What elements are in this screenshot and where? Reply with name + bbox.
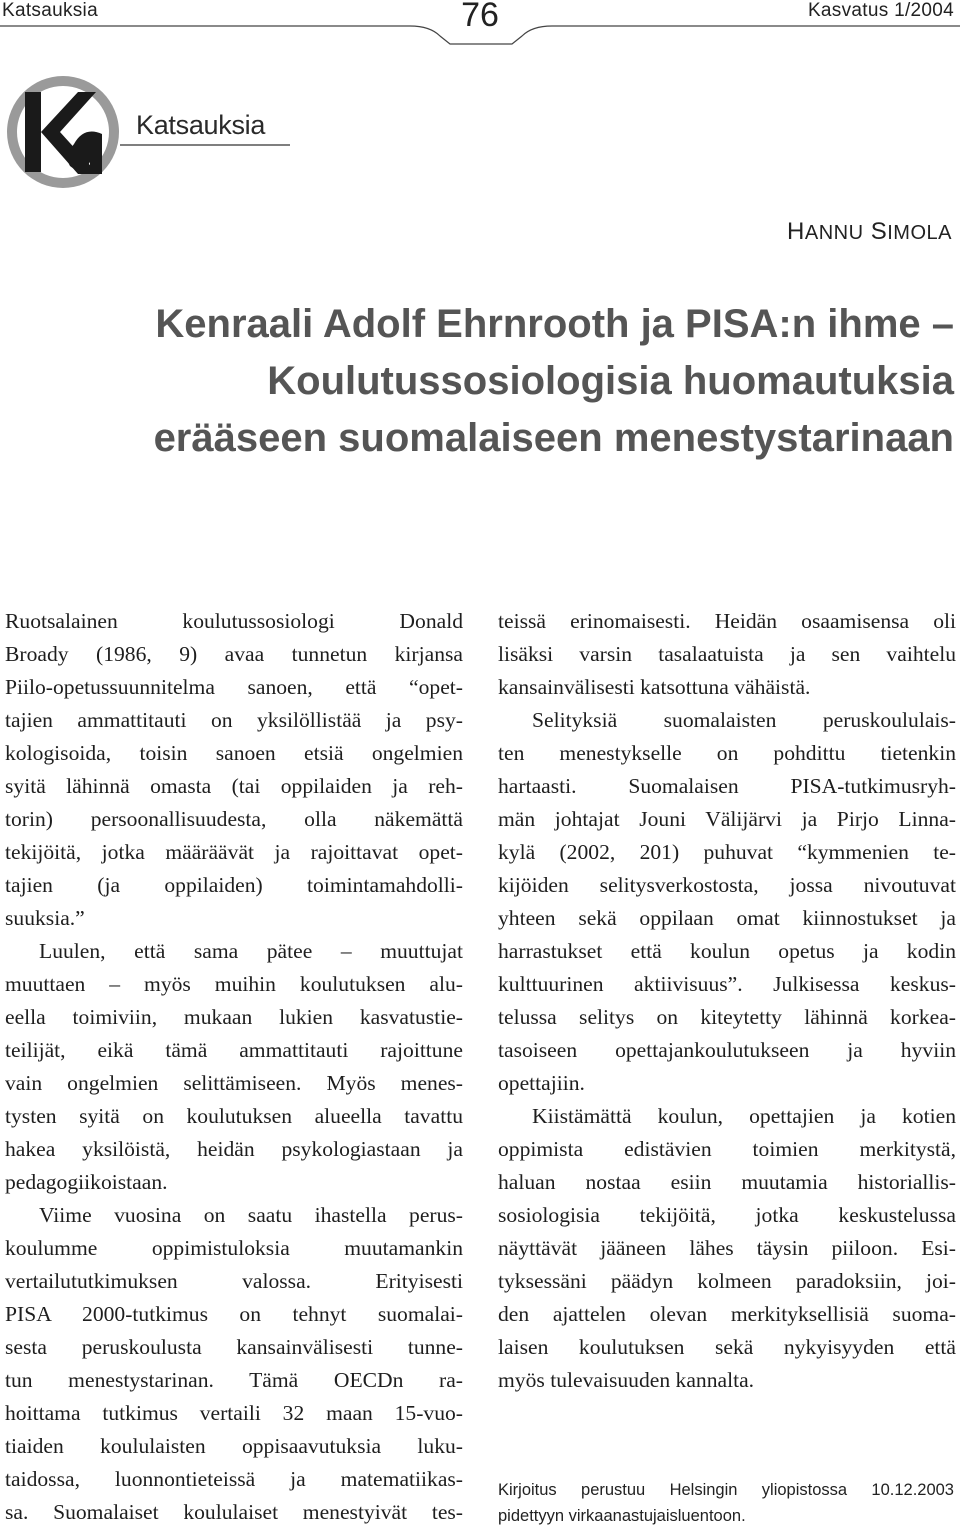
text-line: lisäksi varsin tasalaatuista ja sen vaihtelu (498, 642, 956, 666)
text-line: teilijät, eikä tämä ammattitauti rajoittune (5, 1038, 463, 1062)
title-line: Koulutussosiologisia huomautuksia (267, 359, 954, 403)
text-line: kylä (2002, 201) puhuvat “kymmenien te- (498, 840, 956, 864)
author-first-name: HANNU (787, 218, 864, 245)
text-line: hoittama tutkimus vertaili 32 maan 15-vuo- (5, 1401, 463, 1425)
title-line: erääseen suomalaiseen menestystarinaan (153, 416, 954, 460)
journal-issue: Kasvatus 1/2004 (807, 0, 954, 21)
text-line: laisen koulutuksen sekä nykyisyyden että (498, 1335, 956, 1359)
text-line: teissä erinomaisesti. Heidän osaamisensa oli (498, 609, 956, 633)
text-line: Broady (1986, 9) avaa tunnetun kirjansa (5, 642, 463, 666)
text-line: ten menestykselle on pohdittu tietenkin (498, 741, 956, 765)
text-line: kulttuurinen aktiivisuus”. Julkisessa keskus- (498, 972, 956, 996)
article-title (14, 296, 954, 467)
article-author (787, 218, 952, 246)
footnote-line: Kirjoitus perustuu Helsingin yliopistossa 10.12.2003 (498, 1481, 954, 1499)
section-name: Katsauksia (2, 0, 98, 21)
text-line: kansainvälisesti katsottuna vähäistä. (498, 675, 811, 699)
text-line: sa. Suomalaiset koululaiset menestyivät tes- (5, 1500, 463, 1524)
text-line: koulumme oppimistuloksia muutamankin (5, 1236, 463, 1260)
text-line: harrastukset että koulun opetus ja kodin (498, 939, 956, 963)
text-line: tajien (ja oppilaiden) toimintamahdolli- (5, 873, 463, 897)
footnote (498, 1477, 954, 1529)
text-line: tiaiden koululaisten oppisaavutuksia luku- (5, 1434, 463, 1458)
text-line: sosiologisia tekijöitä, jotka keskustelussa (498, 1203, 956, 1227)
text-line: Kiistämättä koulun, opettajien ja kotien (532, 1104, 956, 1128)
text-line: hakea yksilöistä, heidän psykologiastaan ja (5, 1137, 463, 1161)
text-line: tekijöitä, jotka määräävät ja rajoittavat opet- (5, 840, 463, 864)
text-line: syitä lähinnä omasta (tai oppilaiden ja reh- (5, 774, 463, 798)
running-header (0, 0, 960, 48)
text-line: Selityksiä suomalaisten peruskoululais- (532, 708, 956, 732)
text-line: tajien ammattitauti on yksilöllistää ja psy- (5, 708, 463, 732)
section-logo (0, 74, 300, 192)
page-number: 76 (461, 0, 499, 34)
text-line: PISA 2000-tutkimus on tehnyt suomalai- (5, 1302, 463, 1326)
title-line: Kenraali Adolf Ehrnrooth ja PISA:n ihme – (155, 302, 954, 346)
author-last-name: SIMOLA (870, 218, 952, 245)
text-line: myös tulevaisuuden kannalta. (498, 1368, 755, 1392)
text-line: Ruotsalainen koulutussosiologi Donald (5, 609, 463, 633)
text-line: tasoiseen opettajankoulutukseen ja hyviin (498, 1038, 956, 1062)
text-line: taidossa, luonnontieteissä ja matematiikas- (5, 1467, 463, 1491)
text-line: män johtajat Jouni Välijärvi ja Pirjo Linna- (498, 807, 956, 831)
text-line: sesta peruskoulusta kansainvälisesti tunne- (5, 1335, 463, 1359)
logo-wordmark: Katsauksia (136, 110, 266, 140)
text-line: Luulen, että sama pätee – muuttujat (39, 939, 463, 963)
text-line: vain ongelmien selittämiseen. Myös menes- (5, 1071, 463, 1095)
text-line: Piilo-opetussuunnitelma sanoen, että “opet- (5, 675, 463, 699)
text-line: muuttaen – myös muihin koulutuksen alu- (5, 972, 463, 996)
text-line: tun menestystarinan. Tämä OECDn ra- (5, 1368, 463, 1392)
text-line: kologisoida, toisin sanoen etsiä ongelmien (5, 741, 463, 765)
footnote-line: pidettyyn virkaanastujaisluentoon. (498, 1507, 746, 1525)
text-line: telussa selitys on kiteytetty lähinnä korkea- (498, 1005, 956, 1029)
text-line: näyttävät jääneen lähes täysin piiloon. Esi- (498, 1236, 956, 1260)
text-line: Viime vuosina on saatu ihastella perus- (39, 1203, 463, 1227)
text-line: oppimista edistävien toimien merkitystä, (498, 1137, 956, 1161)
text-line: vertailututkimuksen valossa. Erityisesti (5, 1269, 463, 1293)
body-right-column (498, 605, 956, 1397)
text-line: pedagogiikoistaan. (5, 1170, 168, 1194)
text-line: suuksia.” (5, 906, 85, 930)
text-line: eella toimiviin, mukaan lukien kasvatustie- (5, 1005, 463, 1029)
text-line: haluan nostaa esiin muutamia historiallis- (498, 1170, 956, 1194)
text-line: tysten syitä on koulutuksen alueella tavattu (5, 1104, 463, 1128)
text-line: kijöiden selitysverkostosta, jossa nivoutuvat (498, 873, 956, 897)
body-left-column (5, 605, 463, 1529)
text-line: opettajiin. (498, 1071, 585, 1095)
text-line: tyksessäni päädyn kolmeen paradoksiin, joi- (498, 1269, 956, 1293)
text-line: torin) persoonallisuudesta, olla näkemättä (5, 807, 463, 831)
text-line: hartaasti. Suomalaisen PISA-tutkimusryh- (498, 774, 956, 798)
text-line: den ajattelen olevan merkityksellisiä suoma- (498, 1302, 956, 1326)
text-line: yhteen sekä oppilaan omat kiinnostukset ja (498, 906, 956, 930)
